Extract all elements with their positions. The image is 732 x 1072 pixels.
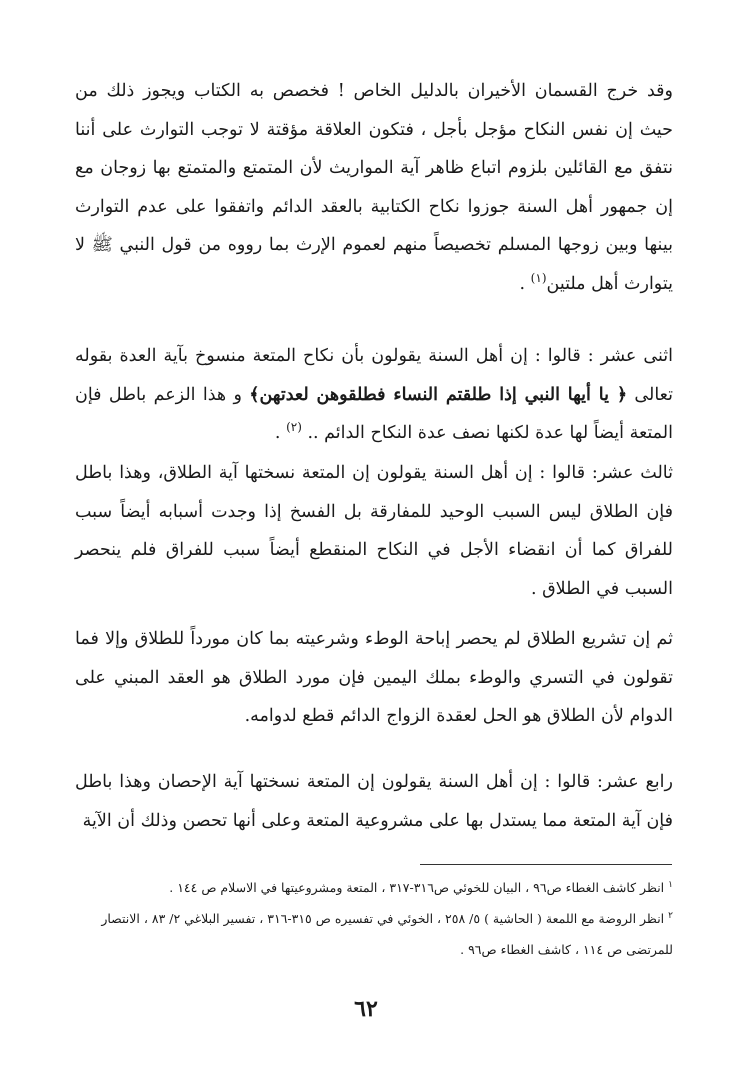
footnote-1 [75, 872, 673, 903]
paragraph-thirteenth [75, 454, 673, 608]
paragraph-end: . [274, 423, 287, 444]
paragraph-body: اثنى عشر : قالوا : إن أهل السنة يقولون بأن نكاح المتعة منسوخ بآية العدة بقوله تعالى [75, 346, 673, 405]
footnote-2 [75, 903, 673, 965]
paragraph-text [75, 72, 673, 304]
paragraph-divorce-legislation [75, 620, 673, 736]
footnote-text: انظر الروضة مع اللمعة ( الحاشية ) ٥/ ٢٥٨ ، الخوئي في تفسيره ص ٣١٥-٣١٦ ، تفسير البلاغي ٢/ ٨٣ ، الانتصار للمرتضى ص ١١٤ ، كاشف الغطاء ص٩٦ . [101, 911, 673, 957]
footnote-reference-2: (٢) [286, 420, 302, 435]
paragraph-text: ثالث عشر: قالوا : إن أهل السنة يقولون إن المتعة نسختها آية الطلاق، وهذا باطل فإن الطلاق ليس السبب الوحيد للمفارقة بل الفسخ إذا وجدت أسبابه أيضاً سبب للفراق كما أن انقضاء الأجل في النكاح المنقطع أيضاً سبب للفراق فلم ينحصر السبب في الطلاق . [75, 463, 673, 599]
paragraph-twelfth [75, 337, 673, 453]
paragraph-body-continued: و هذا الزعم باطل فإن المتعة أيضاً لها عدة لكنها نصف عدة النكاح الدائم .. [75, 384, 673, 444]
page-number: ٦٢ [354, 996, 378, 1022]
paragraph-end: . [519, 273, 531, 294]
footnote-number: ٢ [668, 910, 673, 921]
paragraph-fourteenth [75, 763, 673, 840]
footnote-reference-1: (١) [530, 271, 547, 286]
footnote-separator [420, 864, 672, 865]
paragraph-text: رابع عشر: قالوا : إن أهل السنة يقولون إن المتعة نسختها آية الإحصان وهذا باطل فإن آية المتعة مما يستدل بها على مشروعية المتعة وعلى أنها تحصن وذلك أن الآية [75, 772, 673, 831]
footnote-number: ١ [668, 879, 673, 890]
footnotes [75, 872, 673, 965]
paragraph-inheritance [75, 72, 673, 304]
paragraph-body: وقد خرج القسمان الأخيران بالدليل الخاص ! فخصص به الكتاب ويجوز ذلك من حيث إن نفس النكاح مؤجل بأجل ، فتكون العلاقة مؤقتة لا توجب التوارث على أننا نتفق مع القائلين بلزوم اتباع ظاهر آية المواريث لأن المتمتع والمتمتع بها زوجان مع إن جمهور أهل السنة جوزوا نكاح الكتابية بالعقد الدائم واتفقوا على عدم التوارث بينها وبين زوجها المسلم تخصيصاً منهم لعموم الإرث بما رووه من قول النبي ﷺ لا يتوارث أهل ملتين [75, 81, 673, 294]
paragraph-text: ثم إن تشريع الطلاق لم يحصر إباحة الوطء وشرعيته بما كان مورداً للطلاق وإلا فما تقولون في التسري والوطء بملك اليمين فإن مورد الطلاق هو العقد المبني على الدوام لأن الطلاق هو الحل لعقدة الزواج الدائم قطع لدوامه. [75, 629, 673, 727]
footnote-text: انظر كاشف الغطاء ص٩٦ ، البيان للخوئي ص٣١٦-٣١٧ ، المتعة ومشروعيتها في الاسلام ص ١٤٤ . [169, 880, 665, 895]
quran-verse: ﴿ يا أيها النبي إذا طلقتم النساء فطلقوهن لعدتهن﴾ [249, 384, 628, 405]
paragraph-text [75, 337, 673, 453]
